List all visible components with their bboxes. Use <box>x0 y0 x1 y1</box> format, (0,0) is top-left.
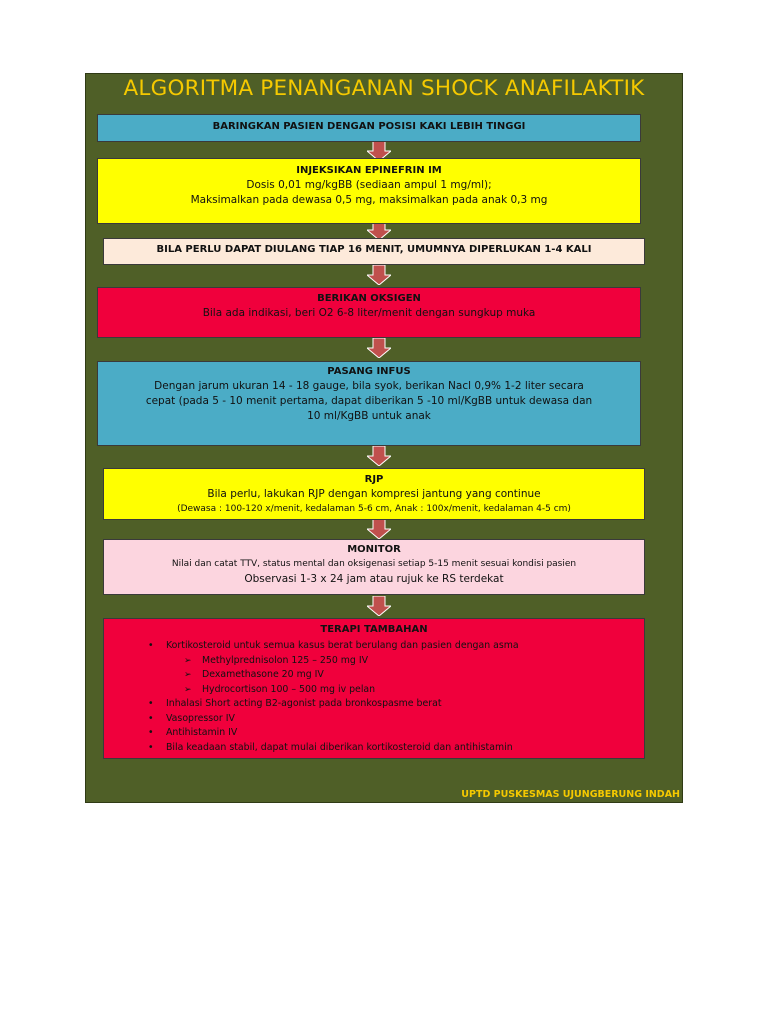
step-text: Bila ada indikasi, beri O2 6-8 liter/menit dengan sungkup muka <box>202 307 536 319</box>
step-text: Observasi 1-3 x 24 jam atau rujuk ke RS terdekat <box>244 573 504 585</box>
step-epinephrine <box>97 158 641 224</box>
flow-arrow-6 <box>367 519 391 539</box>
step-oxygen <box>97 287 641 338</box>
step-heading: BARINGKAN PASIEN DENGAN POSISI KAKI LEBIH TINGGI <box>212 121 526 132</box>
list-subitem: ➢ Dexamethasone 20 mg IV <box>104 668 644 683</box>
step-rjp <box>103 468 645 520</box>
therapy-list <box>104 639 644 755</box>
flow-arrow-3 <box>367 265 391 285</box>
step-repeat <box>103 238 645 265</box>
step-text: Dengan jarum ukuran 14 - 18 gauge, bila syok, berikan Nacl 0,9% 1-2 liter secara <box>154 380 584 392</box>
step-text: 10 ml/KgBB untuk anak <box>307 410 431 422</box>
list-item: • Bila keadaan stabil, dapat mulai diberikan kortikosteroid dan antihistamin <box>104 741 644 756</box>
step-text: Bila perlu, lakukan RJP dengan kompresi jantung yang continue <box>207 488 541 500</box>
step-heading: BERIKAN OKSIGEN <box>317 293 421 304</box>
step-text: cepat (pada 5 - 10 menit pertama, dapat diberikan 5 -10 ml/KgBB untuk dewasa dan <box>145 395 593 407</box>
flow-arrow-4 <box>367 338 391 358</box>
step-text: Dosis 0,01 mg/kgBB (sediaan ampul 1 mg/ml); <box>246 179 492 191</box>
list-item: • Inhalasi Short acting B2-agonist pada bronkospasme berat <box>104 697 644 712</box>
step-infusion <box>97 361 641 446</box>
step-heading: BILA PERLU DAPAT DIULANG TIAP 16 MENIT, UMUMNYA DIPERLUKAN 1-4 KALI <box>156 244 592 255</box>
list-item: • Kortikosteroid untuk semua kasus berat berulang dan pasien dengan asma <box>104 639 644 654</box>
step-heading: MONITOR <box>347 544 401 555</box>
step-heading: TERAPI TAMBAHAN <box>320 624 428 635</box>
step-monitor <box>103 539 645 595</box>
flow-arrow-7 <box>367 596 391 616</box>
step-heading: PASANG INFUS <box>327 366 411 377</box>
step-heading: RJP <box>364 474 384 485</box>
list-subitem: ➢ Methylprednisolon 125 – 250 mg IV <box>104 654 644 669</box>
flow-arrow-5 <box>367 446 391 466</box>
step-text: (Dewasa : 100-120 x/menit, kedalaman 5-6 cm, Anak : 100x/menit, kedalaman 4-5 cm) <box>177 504 571 514</box>
step-text: Maksimalkan pada dewasa 0,5 mg, maksimalkan pada anak 0,3 mg <box>190 194 548 206</box>
step-heading: INJEKSIKAN EPINEFRIN IM <box>296 165 442 176</box>
step-position-patient <box>97 114 641 142</box>
step-text: Nilai dan catat TTV, status mental dan oksigenasi setiap 5-15 menit sesuai kondisi pasien <box>171 559 577 569</box>
step-additional-therapy <box>103 618 645 759</box>
page-title: ALGORITMA PENANGANAN SHOCK ANAFILAKTIK <box>123 76 645 101</box>
list-item: • Vasopressor IV <box>104 712 644 727</box>
footer-organization: UPTD PUSKESMAS UJUNGBERUNG INDAH <box>461 789 680 800</box>
list-subitem: ➢ Hydrocortison 100 – 500 mg iv pelan <box>104 683 644 698</box>
list-item: • Antihistamin IV <box>104 726 644 741</box>
